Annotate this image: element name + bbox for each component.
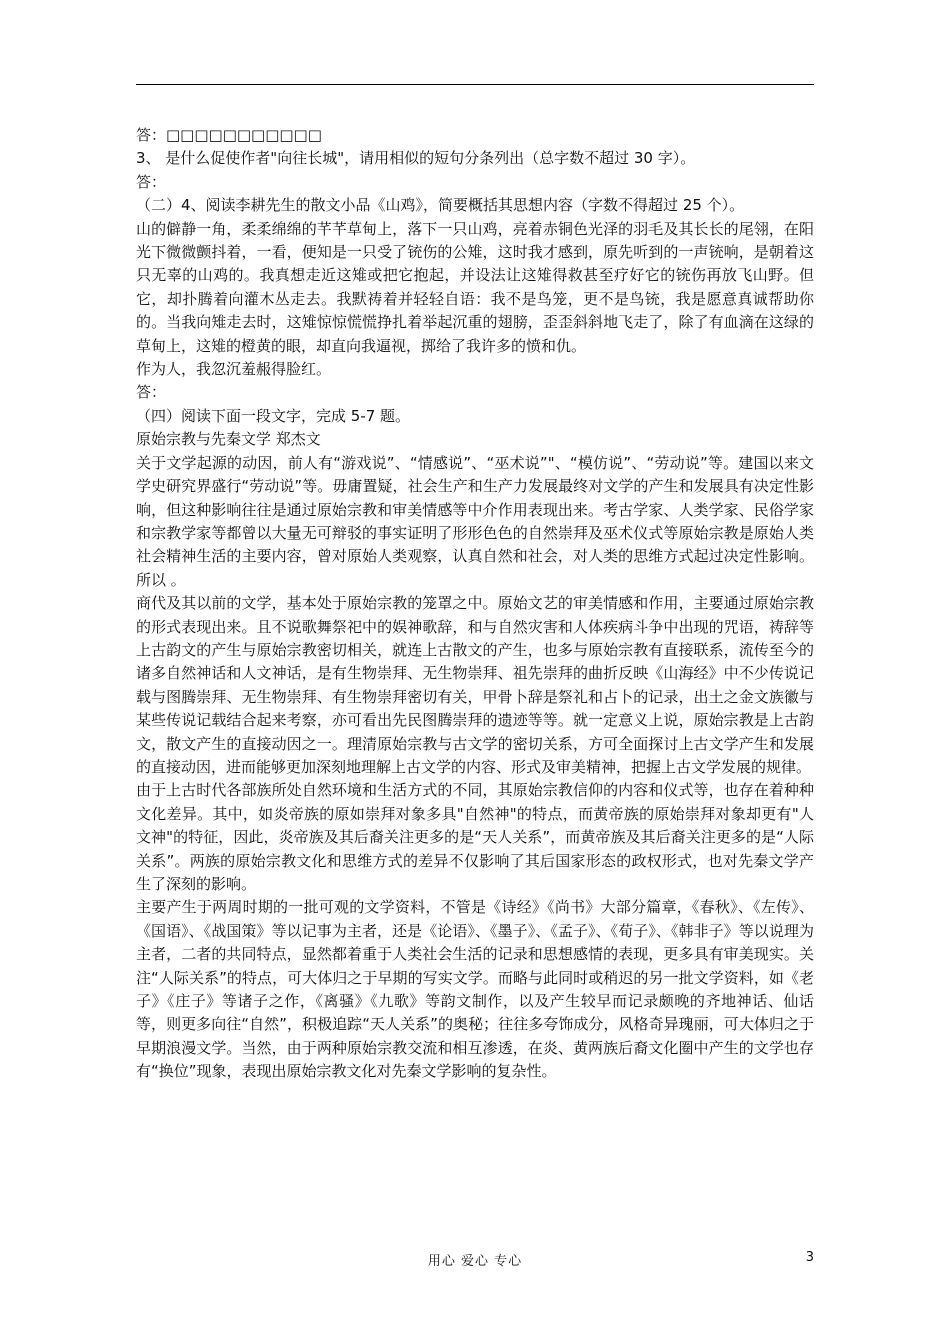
article-paragraph-1: 关于文学起源的动因，前人有“游戏说”、“情感说”、“巫术说”"、“模仿说”、“劳动说”等。建国以来文学史研究界盛行“劳动说”等。毋庸置疑，社会生产和生产力发展最终对文学的产生和发展具有决定性影响，但这种影响往往是通过原始宗教和审美情感等中介作用表现出来。考古学家、人类学家、民俗学家和宗教学家等都曾以大量无可辩驳的事实证明了形形色色的自然崇拜及巫术仪式等原始宗教是原始人类社会精神生活的主要内容，曾对原始人类观察，认真自然和社会，对人类的思维方式起过决定性影响。所以 。	[136, 453, 814, 589]
passage-shanji-ending: 作为人，我忽沉羞赧得脸红。	[136, 360, 332, 379]
page-number: 3	[805, 1250, 814, 1265]
article-title: 原始宗教与先秦文学 郑杰文	[136, 430, 321, 449]
section-4-instruction: （四）阅读下面一段文字，完成 5-7 题。	[136, 406, 411, 425]
article-paragraph-4: 主要产生于两周时期的一批可观的文学资料，不管是《诗经》《尚书》大部分篇章，《春秋》、《左传》、《国语》、《战国策》等以记事为主者，还是《论语》、《墨子》、《孟子》、《荀子》、《韩非子》等以说理为主者，二者的共同特点，显然都着重于人类社会生活的记录和思想感情的表现，更多具有审美现实。关注“人际关系”的特点，可大体归之于早期的写实文学。而略与此同时或稍迟的另一批文学资料，如《老子》《庄子》等诸子之作，《离骚》《九歌》等韵文制作，以及产生较早而记录颇晚的齐地神话、仙话等，则更多向往“自然”，积极追踪“天人关系”的奥秘；往往多夸饰成分，风格奇异瑰丽，可大体归之于早期浪漫文学。当然，由于两种原始宗教交流和相互渗透，在炎、黄两族后裔文化圈中产生的文学也存有“换位”现象，表现出原始宗教文化对先秦文学影响的复杂性。	[136, 898, 814, 1081]
answer-line-2: 答：	[136, 172, 167, 191]
article-paragraph-2: 商代及其以前的文学，基本处于原始宗教的笼罩之中。原始文艺的审美情感和作用，主要通过原始宗教的形式表现出来。且不说歌舞祭祀中的娱神歌辞，和与自然灾害和人体疾病斗争中出现的咒语，祷辞等上古韵文的产生与原始宗教密切相关，就连上古散文的产生，也多与原始宗教有直接联系，流传至今的诸多自然神话和人文神话，是有生物崇拜、无生物崇拜、祖先崇拜的曲折反映《山海经》中不少传说记载与图腾崇拜、无生物崇拜、有生物崇拜密切有关，甲骨卜辞是祭礼和占卜的记录，出土之金文族徽与某些传说记载结合起来考察，亦可看出先民图腾崇拜的遗迹等等。就一定意义上说，原始宗教是上古韵文，散文产生的直接动因之一。理清原始宗教与古文学的密切关系，方可全面探讨上古文学产生和发展的直接动因，进而能够更加深刻地理解上古文学的内容、形式及审美精神，把握上古文学发展的规律。	[136, 594, 814, 776]
header-rule	[136, 84, 814, 85]
document-body	[136, 124, 814, 1084]
answer-line-3: 答：	[136, 383, 167, 402]
article-paragraph-3: 由于上古时代各部族所处自然环境和生活方式的不同，其原始宗教信仰的内容和仪式等，也存在着种种文化差异。其中，如炎帝族的原如崇拜对象多具"自然神"的特点，而黄帝族的原始崇拜对象却更有"人文神"的特征，因此，炎帝族及其后裔关注更多的是“天人关系”，而黄帝族及其后裔关注更多的是“人际关系”。两族的原始宗教文化和思维方式的差异不仅影响了其后国家形态的政权形式，也对先秦文学产生了深刻的影响。	[136, 781, 814, 893]
passage-shanji: 山的僻静一角，柔柔绵绵的芊芊草甸上，落下一只山鸡，亮着赤铜色光泽的羽毛及其长长的尾翎，在阳光下微微颤抖着，一看，便知是一只受了铳伤的公雉，这时我才感到，原先听到的一声铳响，是朝着这只无辜的山鸡的。我真想走近这雉或把它抱起，并设法让这雉得救甚至疗好它的铳伤再放飞山野。但它，却扑腾着向灌木丛走去。我默祷着并轻轻自语：我不是鸟笼，更不是鸟铳，我是愿意真诚帮助你的。当我向雉走去时，这雉惊惊慌慌挣扎着举起沉重的翅膀，歪歪斜斜地飞走了，除了有血滴在这绿的草甸上，这雉的橙黄的眼，却直向我逼视，掷给了我许多的愤和仇。	[136, 219, 814, 355]
question-4: （二）4、阅读李耕先生的散文小品《山鸡》，简要概括其思想内容（字数不得超过 25 个）。	[136, 196, 745, 215]
question-3: 3、 是什么促使作者"向往长城"，请用相似的短句分条列出（总字数不超过 30 字）。	[136, 149, 696, 168]
answer-line-1: 答：□□□□□□□□□□□	[136, 126, 322, 144]
footer-slogan: 用心 爱心 专心	[427, 1254, 523, 1269]
